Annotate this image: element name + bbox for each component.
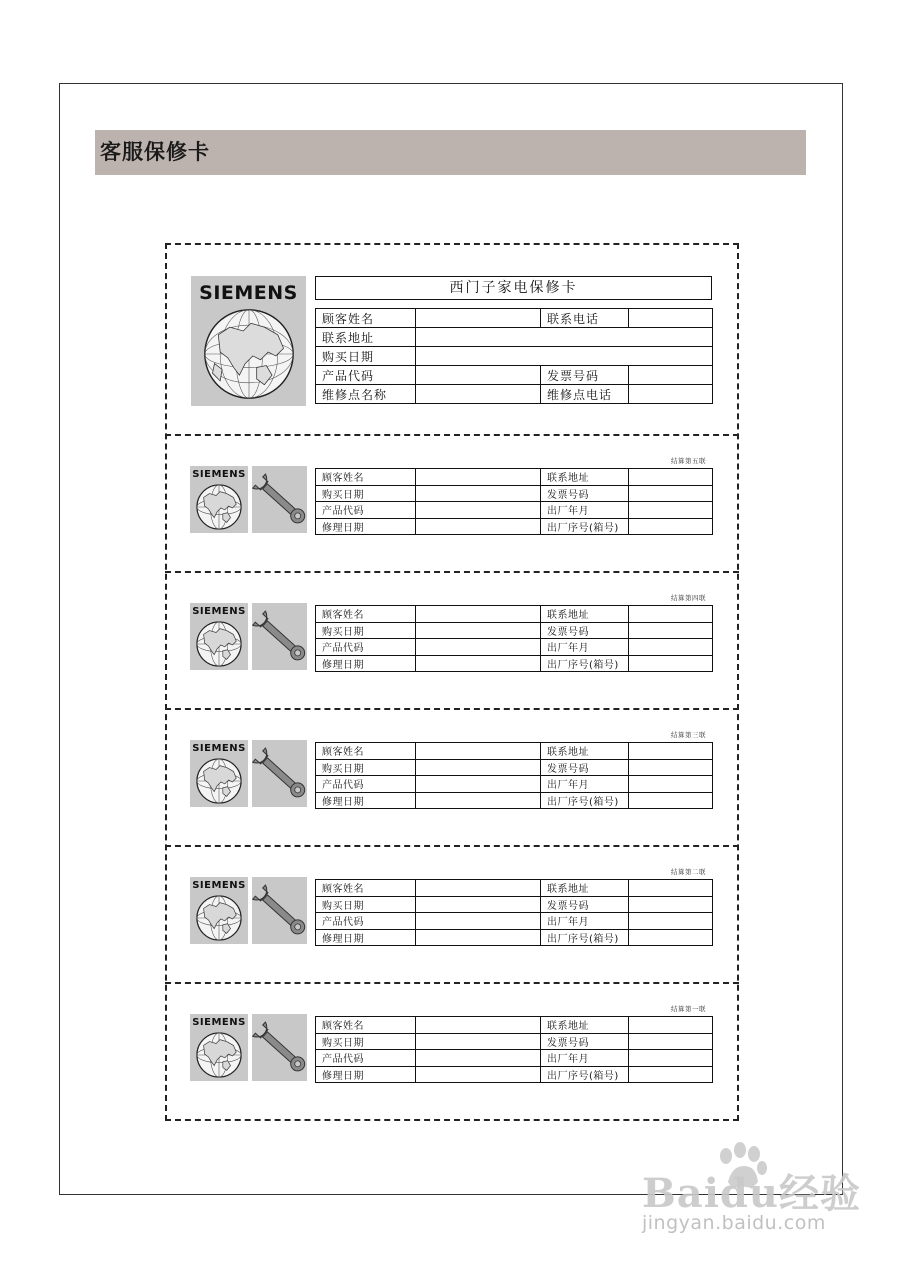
field-value[interactable] (416, 1033, 541, 1050)
field-value[interactable] (629, 622, 713, 639)
field-value[interactable] (416, 776, 541, 793)
cut-line (165, 845, 739, 847)
stub-label: 结算第五联 (671, 457, 706, 465)
field-label: 修理日期 (316, 792, 416, 809)
field-value[interactable] (629, 1066, 713, 1083)
wrench-block (252, 740, 307, 807)
field-label: 出厂序号(箱号) (541, 518, 629, 535)
field-label: 顾客姓名 (316, 1017, 416, 1034)
siemens-logo: SIEMENS (192, 743, 246, 754)
field-label: 联系电话 (541, 309, 629, 328)
form-row (316, 880, 713, 897)
siemens-logo-block (190, 466, 248, 533)
field-value[interactable] (416, 622, 541, 639)
siemens-logo: SIEMENS (192, 469, 246, 480)
field-label: 出厂年月 (541, 776, 629, 793)
field-value[interactable] (416, 792, 541, 809)
field-label: 出厂年月 (541, 913, 629, 930)
field-value[interactable] (629, 1033, 713, 1050)
main-card-title: 西门子家电保修卡 (315, 276, 712, 300)
field-label: 购买日期 (316, 347, 416, 366)
form-row (316, 606, 713, 623)
field-value-phone[interactable] (629, 309, 713, 328)
field-label: 出厂年月 (541, 1050, 629, 1067)
form-row (316, 347, 713, 366)
field-label: 联系地址 (316, 328, 416, 347)
globe-icon (195, 894, 243, 942)
field-label: 购买日期 (316, 759, 416, 776)
form-row (316, 502, 713, 519)
field-value[interactable] (629, 502, 713, 519)
field-value[interactable] (629, 759, 713, 776)
field-label: 修理日期 (316, 929, 416, 946)
field-label: 顾客姓名 (316, 606, 416, 623)
field-value[interactable] (629, 880, 713, 897)
wrench-block (252, 877, 307, 944)
cut-line (165, 982, 739, 984)
field-value[interactable] (416, 518, 541, 535)
form-row (316, 759, 713, 776)
field-label: 顾客姓名 (316, 880, 416, 897)
form-row (316, 1066, 713, 1083)
form-row (316, 485, 713, 502)
siemens-logo-block (190, 877, 248, 944)
stub-label: 结算第二联 (671, 868, 706, 876)
field-value[interactable] (416, 913, 541, 930)
field-value[interactable] (629, 655, 713, 672)
field-label: 顾客姓名 (316, 309, 416, 328)
field-label: 顾客姓名 (316, 469, 416, 486)
stub-form (315, 1016, 713, 1083)
form-row (316, 929, 713, 946)
field-label: 维修点电话 (541, 385, 629, 404)
field-value-customer-name[interactable] (416, 309, 541, 328)
stub-label: 结算第一联 (671, 1005, 706, 1013)
field-label: 发票号码 (541, 896, 629, 913)
field-value[interactable] (416, 759, 541, 776)
siemens-logo: SIEMENS (199, 282, 298, 304)
cut-line (165, 571, 739, 573)
stub-form (315, 742, 713, 809)
form-row (316, 913, 713, 930)
field-label: 修理日期 (316, 1066, 416, 1083)
form-row (316, 743, 713, 760)
siemens-logo-block (191, 276, 306, 406)
field-value-address[interactable] (416, 328, 713, 347)
cut-line (165, 708, 739, 710)
siemens-logo: SIEMENS (192, 606, 246, 617)
form-row (316, 1017, 713, 1034)
field-label: 产品代码 (316, 502, 416, 519)
field-value[interactable] (629, 913, 713, 930)
form-row (316, 622, 713, 639)
field-value-purchase-date[interactable] (416, 347, 713, 366)
field-value[interactable] (416, 880, 541, 897)
field-value[interactable] (629, 639, 713, 656)
field-value[interactable] (416, 469, 541, 486)
form-row (316, 518, 713, 535)
field-label: 产品代码 (316, 1050, 416, 1067)
field-label: 联系地址 (541, 880, 629, 897)
watermark-logo: Baidu经验 (642, 1170, 861, 1217)
globe-icon (195, 1031, 243, 1079)
field-value[interactable] (416, 485, 541, 502)
form-row (316, 366, 713, 385)
field-label: 产品代码 (316, 913, 416, 930)
field-label: 出厂序号(箱号) (541, 929, 629, 946)
field-value-service-point-name[interactable] (416, 385, 541, 404)
field-label: 发票号码 (541, 622, 629, 639)
field-label: 联系地址 (541, 606, 629, 623)
field-label: 发票号码 (541, 366, 629, 385)
siemens-logo-block (190, 603, 248, 670)
field-value-invoice-number[interactable] (629, 366, 713, 385)
form-row (316, 639, 713, 656)
field-value[interactable] (416, 1050, 541, 1067)
form-row (316, 776, 713, 793)
field-value[interactable] (416, 502, 541, 519)
field-value[interactable] (416, 929, 541, 946)
field-value[interactable] (629, 485, 713, 502)
globe-icon (195, 483, 243, 531)
section-title: 客服保修卡 (100, 140, 210, 164)
globe-icon (201, 306, 297, 402)
stub-label: 结算第四联 (671, 594, 706, 602)
field-label: 发票号码 (541, 1033, 629, 1050)
field-label: 出厂年月 (541, 639, 629, 656)
field-label: 顾客姓名 (316, 743, 416, 760)
field-value[interactable] (629, 896, 713, 913)
field-value[interactable] (629, 743, 713, 760)
globe-icon (195, 620, 243, 668)
wrench-icon (252, 877, 307, 944)
field-label: 出厂序号(箱号) (541, 1066, 629, 1083)
field-label: 产品代码 (316, 366, 416, 385)
field-label: 出厂序号(箱号) (541, 792, 629, 809)
field-label: 购买日期 (316, 896, 416, 913)
form-row (316, 655, 713, 672)
field-value[interactable] (629, 518, 713, 535)
form-row (316, 328, 713, 347)
field-label: 购买日期 (316, 485, 416, 502)
field-label: 发票号码 (541, 759, 629, 776)
wrench-icon (252, 1014, 307, 1081)
siemens-logo-block (190, 1014, 248, 1081)
field-value[interactable] (416, 606, 541, 623)
field-value[interactable] (416, 639, 541, 656)
field-value[interactable] (416, 655, 541, 672)
wrench-icon (252, 603, 307, 670)
field-label: 修理日期 (316, 655, 416, 672)
cut-line (165, 434, 739, 436)
field-label: 联系地址 (541, 469, 629, 486)
form-row (316, 792, 713, 809)
main-card-form (315, 308, 713, 404)
section-title-bar (95, 130, 806, 175)
stub-form (315, 605, 713, 672)
wrench-icon (252, 466, 307, 533)
field-label: 产品代码 (316, 776, 416, 793)
siemens-logo-block (190, 740, 248, 807)
field-value[interactable] (629, 776, 713, 793)
field-value-product-code[interactable] (416, 366, 541, 385)
wrench-block (252, 1014, 307, 1081)
form-row (316, 1033, 713, 1050)
field-value-service-point-phone[interactable] (629, 385, 713, 404)
field-value[interactable] (629, 469, 713, 486)
field-label: 发票号码 (541, 485, 629, 502)
field-value[interactable] (629, 606, 713, 623)
field-label: 联系地址 (541, 743, 629, 760)
field-label: 购买日期 (316, 1033, 416, 1050)
siemens-logo: SIEMENS (192, 880, 246, 891)
field-label: 联系地址 (541, 1017, 629, 1034)
field-label: 出厂年月 (541, 502, 629, 519)
form-row (316, 309, 713, 328)
field-value[interactable] (416, 1017, 541, 1034)
wrench-icon (252, 740, 307, 807)
stub-form (315, 468, 713, 535)
field-value[interactable] (416, 896, 541, 913)
form-row (316, 385, 713, 404)
stub-form (315, 879, 713, 946)
form-row (316, 469, 713, 486)
field-label: 修理日期 (316, 518, 416, 535)
field-label: 维修点名称 (316, 385, 416, 404)
field-value[interactable] (629, 929, 713, 946)
wrench-block (252, 466, 307, 533)
field-value[interactable] (416, 1066, 541, 1083)
field-label: 购买日期 (316, 622, 416, 639)
field-value[interactable] (629, 1050, 713, 1067)
field-label: 出厂序号(箱号) (541, 655, 629, 672)
wrench-block (252, 603, 307, 670)
globe-icon (195, 757, 243, 805)
stub-label: 结算第三联 (671, 731, 706, 739)
field-label: 产品代码 (316, 639, 416, 656)
field-value[interactable] (629, 792, 713, 809)
field-value[interactable] (416, 743, 541, 760)
form-row (316, 896, 713, 913)
form-row (316, 1050, 713, 1067)
field-value[interactable] (629, 1017, 713, 1034)
watermark-url: jingyan.baidu.com (642, 1212, 826, 1234)
siemens-logo: SIEMENS (192, 1017, 246, 1028)
